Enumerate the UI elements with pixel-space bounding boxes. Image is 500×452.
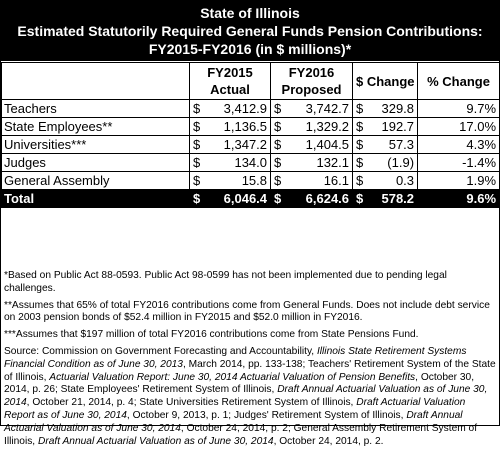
dollar-change-value: (1.9) [367, 154, 418, 172]
source-title: Draft Annual Actuarial Valuation as of June 30, 2014 [37, 435, 274, 447]
footnote-1: *Based on Public Act 88-0593. Public Act 98-0599 has not been implemented due to pending legal challenges. [4, 270, 447, 294]
currency-symbol: $ [353, 118, 367, 136]
table-row [2, 172, 500, 190]
source-text: , October 24, 2014, p. 2. [273, 435, 384, 447]
source-text: Source: Commission on Government Forecasting and Accountability, [4, 345, 317, 357]
header-fy2016: FY2016 Proposed [271, 63, 353, 100]
pct-change-value: 17.0% [418, 118, 500, 136]
currency-symbol: $ [353, 172, 367, 190]
table-row [2, 154, 500, 172]
currency-symbol: $ [271, 118, 285, 136]
currency-symbol: $ [190, 172, 204, 190]
fy2016-value: 16.1 [285, 172, 353, 190]
fy2015-value: 15.8 [204, 172, 271, 190]
currency-symbol: $ [353, 154, 367, 172]
title-line-3: FY2015-FY2016 (in $ millions)* [148, 41, 352, 57]
fy2015-value: 3,412.9 [204, 100, 271, 118]
currency-symbol: $ [190, 118, 204, 136]
currency-symbol: $ [271, 190, 285, 208]
table-row [2, 136, 500, 154]
source-title: Draft Annual Actuarial Valuation as of June 30, 2014 [4, 409, 463, 434]
pct-change-value: 9.7% [418, 100, 500, 118]
title-line-1: State of Illinois [200, 5, 300, 21]
dollar-change-value: 329.8 [367, 100, 418, 118]
table-row [2, 100, 500, 118]
fy2016-value: 132.1 [285, 154, 353, 172]
row-label: General Assembly [2, 172, 190, 190]
dollar-change-value: 0.3 [367, 172, 418, 190]
currency-symbol: $ [190, 190, 204, 208]
total-row [2, 190, 500, 208]
header-blank [2, 63, 190, 100]
pct-change-value: 9.6% [418, 190, 500, 208]
pct-change-value: 4.3% [418, 136, 500, 154]
header-dollar-change: $ Change [353, 63, 418, 100]
fy2016-value: 1,404.5 [285, 136, 353, 154]
fy2016-value: 3,742.7 [285, 100, 353, 118]
row-label: Teachers [2, 100, 190, 118]
dollar-change-value: 57.3 [367, 136, 418, 154]
currency-symbol: $ [271, 154, 285, 172]
source-title: Illinois State Retirement Systems Financial Condition as of June 30, 2013 [4, 345, 467, 370]
footnotes [4, 270, 496, 452]
title-line-2: Estimated Statutorily Required General Funds Pension Contributions: [17, 23, 483, 39]
fy2015-value: 1,347.2 [204, 136, 271, 154]
row-label: Universities*** [2, 136, 190, 154]
currency-symbol: $ [190, 100, 204, 118]
source-title: Actuarial Valuation Report: June 30, 2014 Actuarial Valuation of Pension Benefits [49, 371, 416, 383]
row-label: State Employees** [2, 118, 190, 136]
table-row [2, 118, 500, 136]
source-text: , October 30, 2014, p. 26; State Employees' Retirement System of Illinois, [4, 371, 475, 396]
pct-change-value: 1.9% [418, 172, 500, 190]
fy2015-value: 6,046.4 [204, 190, 271, 208]
pension-table [1, 62, 500, 208]
row-label: Judges [2, 154, 190, 172]
currency-symbol: $ [190, 136, 204, 154]
pct-change-value: -1.4% [418, 154, 500, 172]
source-text: , October 21, 2014, p. 4; State Universities Retirement System of Illinois, [26, 397, 357, 409]
row-label: Total [2, 190, 190, 208]
currency-symbol: $ [353, 136, 367, 154]
currency-symbol: $ [271, 172, 285, 190]
source-title: Draft Annual Actuarial Valuation as of June 30, 2014 [4, 384, 488, 409]
dollar-change-value: 578.2 [367, 190, 418, 208]
fy2015-value: 134.0 [204, 154, 271, 172]
fy2016-value: 1,329.2 [285, 118, 353, 136]
fy2015-value: 1,136.5 [204, 118, 271, 136]
currency-symbol: $ [190, 154, 204, 172]
currency-symbol: $ [271, 100, 285, 118]
source-text: , March 2014, pp. 133-138; Teachers' Retirement System of the State of Illinois, [4, 358, 496, 383]
source-text: , October 9, 2013, p. 1; Judges' Retirement System of Illinois, [126, 409, 407, 421]
fy2016-value: 6,624.6 [285, 190, 353, 208]
footnote-2: **Assumes that 65% of total FY2016 contributions come from General Funds. Does not include debt service on 2003 pension bonds of $52.4 million in FY2015 and $52.0 million in FY2016. [4, 299, 490, 324]
source-text: , October 24, 2014, p. 2; General Assembly Retirement System of Illinois, [4, 422, 478, 447]
title-banner [1, 1, 499, 61]
currency-symbol: $ [353, 100, 367, 118]
header-row [2, 63, 500, 100]
currency-symbol: $ [271, 136, 285, 154]
source-title: Draft Actuarial Valuation Report as of June 30, 2014 [4, 397, 466, 421]
currency-symbol: $ [353, 190, 367, 208]
header-fy2015: FY2015 Actual [190, 63, 271, 100]
footnote-3: ***Assumes that $197 million of total FY2016 contributions come from State Pensions Fund. [4, 329, 419, 341]
dollar-change-value: 192.7 [367, 118, 418, 136]
header-pct-change: % Change [418, 63, 500, 100]
source-note [4, 346, 496, 448]
